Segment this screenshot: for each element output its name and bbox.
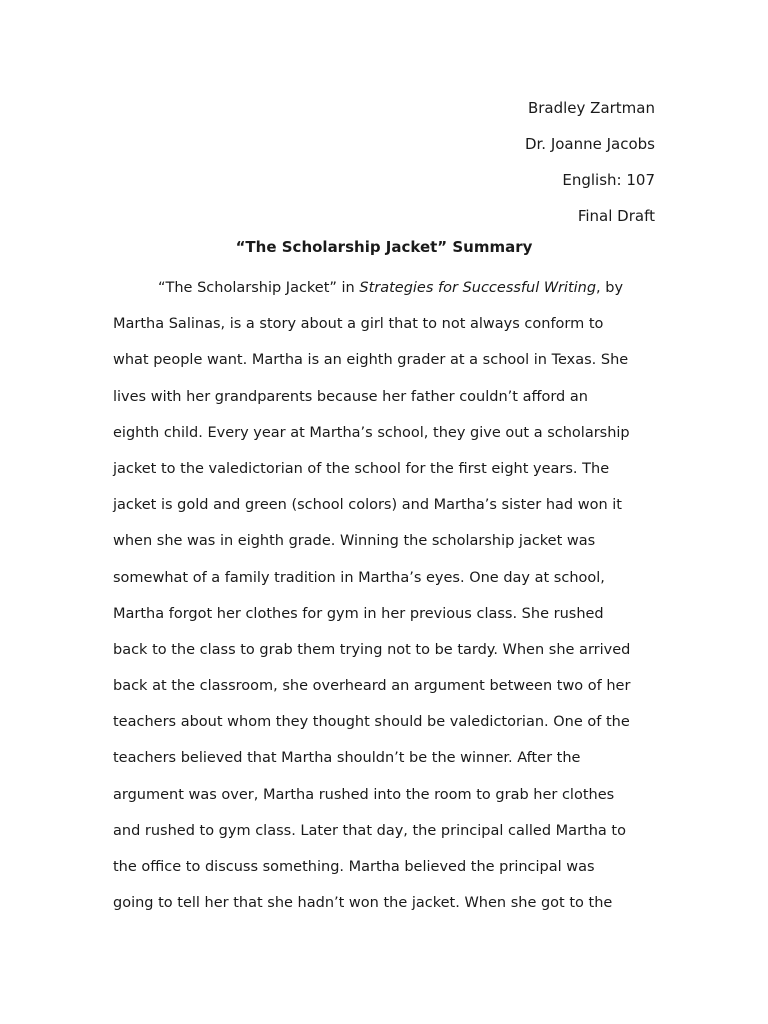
body-line: back to the class to grab them trying not to be tardy. When she arrived [113,641,631,658]
body-line: back at the classroom, she overheard an argument between two of her [113,678,631,695]
document-title: “The Scholarship Jacket” Summary [235,238,533,256]
body-line: jacket is gold and green (school colors) and Martha’s sister had won it [113,497,622,514]
author-name: Bradley Zartman [527,99,655,117]
first-line-start: “The Scholarship Jacket” in [158,280,360,296]
course-name: English: 107 [562,171,655,189]
first-line-end: , by [596,280,624,296]
draft-label: Final Draft [577,207,655,225]
body-line: Martha forgot her clothes for gym in her previous class. She rushed [113,605,604,622]
body-line: jacket to the valedictorian of the school for the first eight years. The [113,460,610,477]
body-line: Martha Salinas, is a story about a girl that to not always conform to [113,316,604,333]
body-line: the office to discuss something. Martha believed the principal was [113,859,595,875]
body-line: eighth child. Every year at Martha’s school, they give out a scholarship [113,424,630,441]
book-title: Strategies for Successful Writing [359,280,597,296]
body-line: teachers about whom they thought should be valedictorian. One of the [113,714,630,731]
instructor-name: Dr. Joanne Jacobs [524,135,655,153]
body-line: argument was over, Martha rushed into the room to grab her clothes [113,786,615,803]
body-paragraph [113,270,658,921]
body-line: when she was in eighth grade. Winning the scholarship jacket was [113,533,596,550]
body-line: what people want. Martha is an eighth grader at a school in Texas. She [113,352,629,369]
body-line: going to tell her that she hadn’t won the jacket. When she got to the [113,895,613,912]
header-block [525,90,655,234]
body-line [113,270,658,306]
body-line: lives with her grandparents because her father couldn’t afford an [113,388,588,405]
body-line: teachers believed that Martha shouldn’t be the winner. After the [113,750,581,767]
body-line: somewhat of a family tradition in Martha’s eyes. One day at school, [113,569,605,586]
body-line: and rushed to gym class. Later that day, the principal called Martha to [113,822,626,839]
